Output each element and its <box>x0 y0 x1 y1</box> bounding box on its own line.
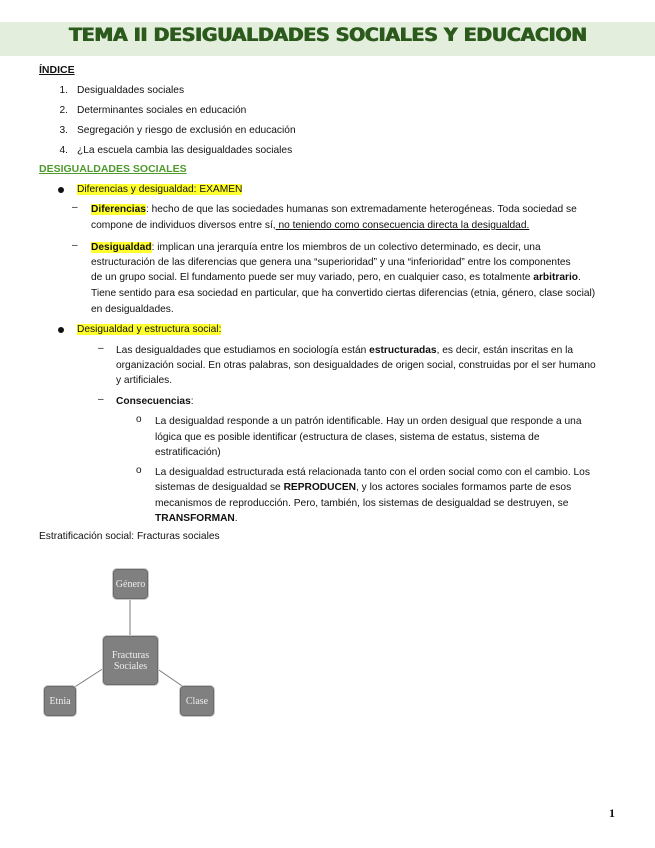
diagram-node-clase <box>180 686 214 716</box>
dash-bullet-icon: – <box>98 394 104 405</box>
diferencias-line-1 <box>91 202 617 218</box>
index-item-label: Determinantes sociales en educación <box>77 105 247 116</box>
estructuradas-line-2: organización social. En otras palabras, son desigualdades de origen social, construidas por el ser humano <box>116 360 596 371</box>
desigualdad-line-4: Tiene sentido para esa sociedad en particular, que ha convertido ciertas diferencias (etnia, género, clase social) <box>91 288 596 299</box>
desigualdad-line-5: en desigualdades. <box>91 304 174 315</box>
dash-bullet-icon: – <box>72 240 78 251</box>
desigualdad-line-3 <box>91 270 581 286</box>
text-run: : implican una jerarquía entre los miembros de un colectivo determinado, es decir, una <box>151 242 541 253</box>
text-run: Las desigualdades que estudiamos en sociología están <box>116 345 370 356</box>
index-item-label: Segregación y riesgo de exclusión en educación <box>77 125 296 136</box>
consecuencia-2-line-3: mecanismos de reproducción. Pero, también, los sistemas de desigualdad se destruyen, se <box>155 498 569 509</box>
bullet-heading-text: Desigualdad y estructura social: <box>77 324 222 335</box>
diagram-node-etnia <box>44 686 76 716</box>
consecuencia-1-line-3: estratificación) <box>155 447 221 458</box>
text-run: , es decir, están inscritas en la <box>436 345 574 356</box>
bold-text: REPRODUCEN <box>283 482 357 493</box>
consecuencias-heading <box>116 394 194 410</box>
node-label: Género <box>115 578 146 590</box>
term-desigualdad: Desigualdad <box>91 242 152 253</box>
index-item-label: Desigualdades sociales <box>77 85 185 96</box>
desigualdad-line-1 <box>91 240 541 256</box>
dash-bullet-icon: – <box>98 343 104 354</box>
bullet-heading-diferencias <box>77 182 242 198</box>
consecuencia-2-line-2 <box>155 480 571 496</box>
index-item-number: 3. <box>59 125 68 136</box>
bullet-heading-text: Diferencias y desigualdad: EXAMEN <box>77 184 243 195</box>
bold-text: TRANSFORMAN <box>155 513 235 524</box>
diagram-connectors <box>0 540 655 740</box>
text-run: de un grupo social. El fundamento puede ser muy variado, pero, en cualquier caso, es totalmente <box>91 272 534 283</box>
diagram-node-center <box>103 636 158 685</box>
bold-text: estructuradas <box>369 345 437 356</box>
bullet-dot-icon <box>58 327 64 333</box>
text-run: . <box>578 272 581 283</box>
underlined-text: no teniendo como consecuencia directa la desigualdad. <box>275 220 530 231</box>
diagram-node-genero <box>113 569 148 599</box>
text-run: . <box>234 513 238 524</box>
text-run: : <box>190 396 194 407</box>
index-heading: ÍNDICE <box>39 64 75 76</box>
node-label: Sociales <box>113 660 148 672</box>
diagram-caption: Estratificación social: Fracturas sociales <box>39 531 220 542</box>
bold-text: Consecuencias <box>116 396 191 407</box>
text-run: compone de individuos diversos entre sí, <box>91 220 276 231</box>
consecuencia-2-line-1: La desigualdad estructurada está relacionada tanto con el orden social como con el cambio. Los <box>155 467 590 478</box>
index-item-number: 1. <box>59 85 68 96</box>
estructuradas-line-3: y artificiales. <box>116 375 173 386</box>
dash-bullet-icon: – <box>72 202 78 213</box>
index-item-number: 2. <box>59 105 68 116</box>
estructuradas-line-1 <box>116 343 573 359</box>
index-item-label: ¿La escuela cambia las desigualdades sociales <box>77 145 293 156</box>
text-run: , y los actores sociales formamos parte de esos <box>356 482 572 493</box>
consecuencia-1-line-2: lógica que es posible identificar (estructura de clases, sistema de estatus, sistema de <box>155 432 540 443</box>
consecuencia-1-line-1: La desigualdad responde a un patrón identificable. Hay un orden desigual que responde a una <box>155 416 582 427</box>
node-label: Clase <box>185 695 209 707</box>
circle-bullet-icon: o <box>136 414 142 425</box>
index-item-number: 4. <box>59 145 68 156</box>
consecuencia-2-line-4 <box>155 511 238 527</box>
section-heading: DESIGUALDADES SOCIALES <box>39 163 187 175</box>
node-label: Fracturas <box>111 649 150 661</box>
node-label: Etnia <box>49 695 71 707</box>
text-run: : hecho de que las sociedades humanas son extremadamente heterogéneas. Toda sociedad se <box>145 204 577 215</box>
bullet-dot-icon <box>58 187 64 193</box>
desigualdad-line-2: estructuración de las diferencias que genera una “superioridad” y una “inferioridad” entre los componentes <box>91 257 571 268</box>
bold-text: arbitrario <box>533 272 579 283</box>
page-title: TEMA II DESIGUALDADES SOCIALES Y EDUCACION <box>68 24 587 46</box>
term-diferencias: Diferencias <box>91 204 146 215</box>
circle-bullet-icon: o <box>136 465 142 476</box>
text-run: sistemas de desigualdad se <box>155 482 284 493</box>
bullet-heading-estructura <box>77 322 221 338</box>
page-number: 1 <box>609 806 615 820</box>
diferencias-line-2 <box>91 218 529 234</box>
